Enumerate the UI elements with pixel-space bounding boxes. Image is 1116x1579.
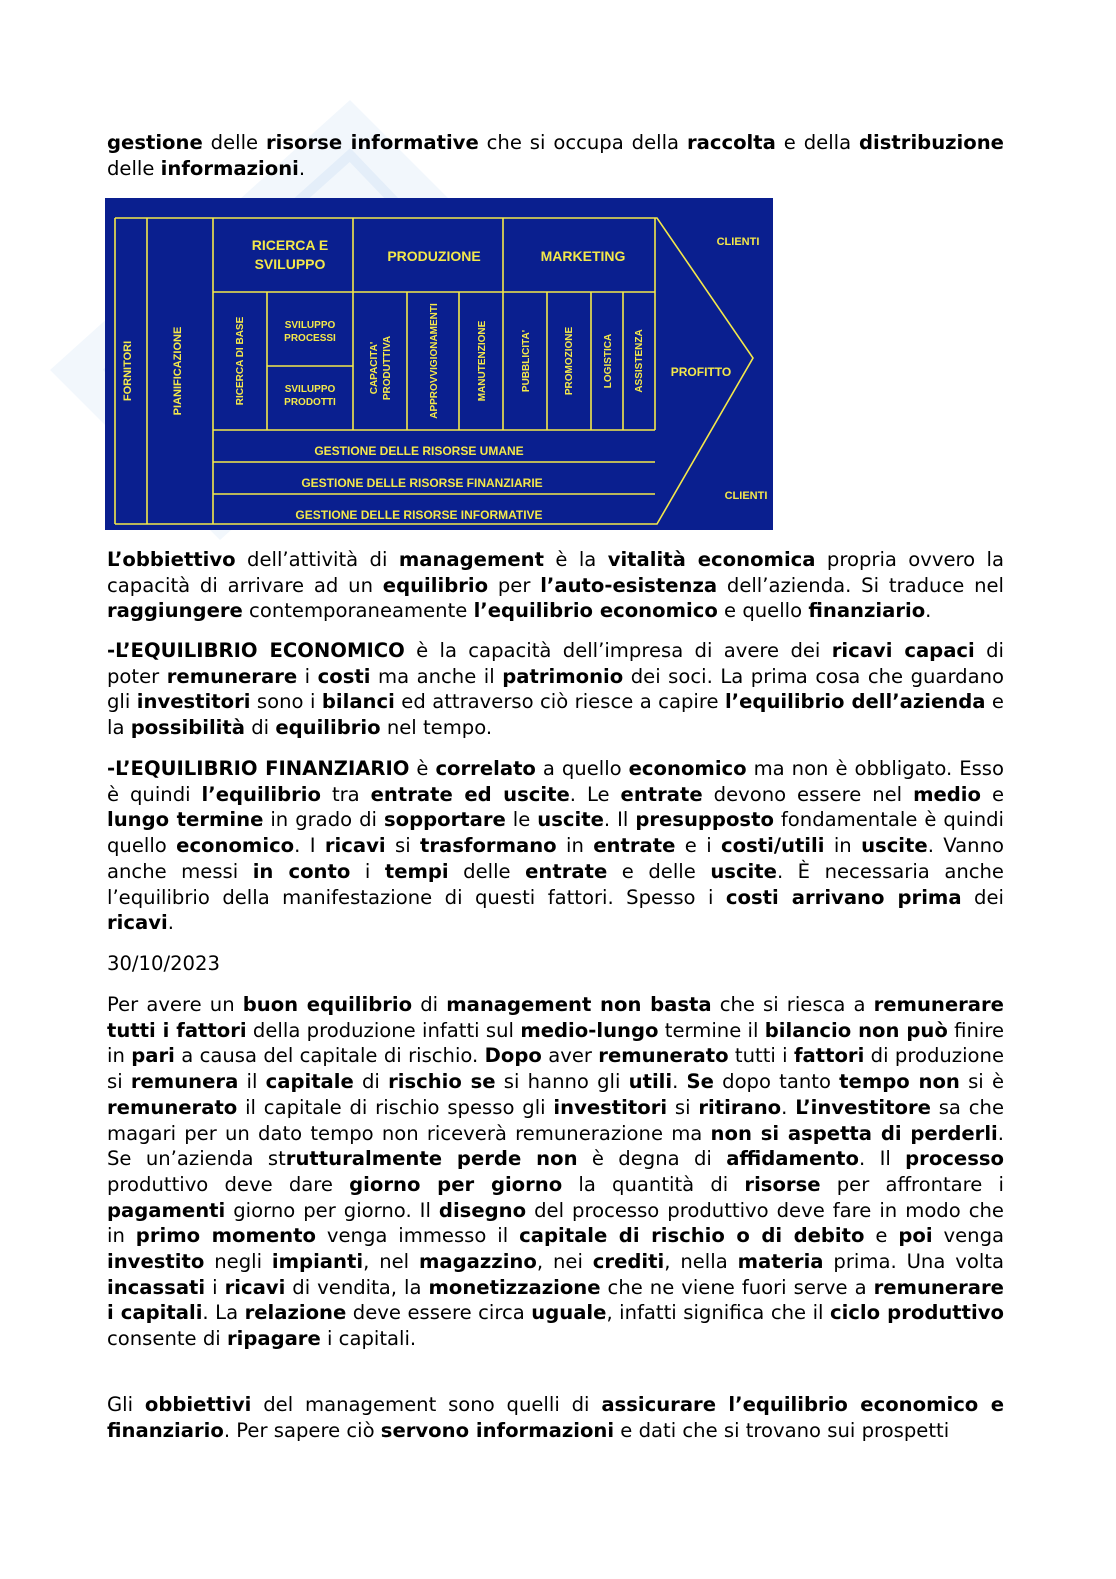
- text-run: .: [925, 599, 932, 623]
- bold-text: primo momento: [135, 1224, 316, 1248]
- text-run: in: [556, 834, 594, 858]
- bold-text: vitalità economica: [607, 548, 816, 571]
- label-logistica: LOGISTICA: [603, 333, 614, 389]
- text-run: negli: [204, 1250, 272, 1274]
- text-run: che ne viene fuori serve a: [600, 1275, 874, 1299]
- text-run: la quantità di: [562, 1172, 745, 1196]
- bold-text: incassati: [107, 1275, 206, 1299]
- text-run: e: [864, 1224, 899, 1248]
- text-run: del management sono quelli di: [251, 1393, 602, 1416]
- bold-text: obbiettivi: [144, 1393, 252, 1416]
- paragraph-date: [107, 951, 1004, 977]
- text-run: produttivo deve dare: [107, 1172, 350, 1196]
- text-run: e quello: [717, 599, 809, 623]
- bold-text: materia: [737, 1250, 824, 1274]
- bold-text: management non basta: [446, 993, 712, 1016]
- text-run: sono i: [250, 690, 322, 714]
- bold-text: medio-lungo: [520, 1018, 659, 1042]
- paragraph-equilibrio-economico: [107, 638, 1004, 741]
- label-pianificazione: PIANIFICAZIONE: [172, 326, 184, 416]
- text-run: si hanno gli: [495, 1070, 629, 1094]
- text-run: , nei: [536, 1250, 593, 1274]
- label-assistenza: ASSISTENZA: [634, 329, 645, 393]
- text-run: fondamentale è quindi quello: [107, 808, 1004, 858]
- bold-text: equilibrio: [275, 716, 381, 740]
- label-ricerca-sviluppo-2: SVILUPPO: [254, 256, 326, 272]
- label-clienti-bottom: CLIENTI: [724, 490, 768, 502]
- label-capacita-1: CAPACITA': [369, 341, 380, 395]
- text-run: che si occupa della: [478, 131, 687, 154]
- bold-text: ricavi: [107, 911, 168, 935]
- label-ricerca-sviluppo-1: RICERCA E: [251, 237, 329, 253]
- bold-text: fattori: [793, 1044, 865, 1068]
- text-run: in grado di: [263, 808, 384, 832]
- bold-text: equilibrio: [382, 573, 489, 597]
- paragraph-obbiettivi-management: [107, 1392, 1004, 1443]
- text-run: e la: [107, 690, 1004, 740]
- text-run: a quello: [535, 757, 629, 780]
- bold-text: utili: [628, 1070, 673, 1094]
- text-run: della produzione infatti sul: [246, 1018, 521, 1042]
- text-run: i capitali.: [320, 1327, 417, 1351]
- label-fornitori: FORNITORI: [122, 340, 134, 402]
- text-run: , infatti significa che il: [606, 1301, 830, 1325]
- bold-text: non si aspetta di perderli: [710, 1121, 998, 1145]
- text-run: i: [297, 664, 318, 688]
- bold-text: poi: [898, 1224, 933, 1248]
- paragraph-obbiettivo: [107, 547, 1004, 624]
- bold-text: costi arrivano prima: [725, 885, 962, 909]
- bold-text: bilanci: [321, 690, 395, 714]
- text-run: del processo produttivo deve fare in modo che in: [107, 1198, 1004, 1248]
- bold-text: -L’EQUILIBRIO ECONOMICO: [107, 639, 405, 662]
- bold-text: l’equilibrio: [201, 782, 321, 806]
- bold-text: crediti: [592, 1250, 665, 1274]
- bold-text: raggiungere: [107, 599, 243, 623]
- text-run: .: [672, 1070, 687, 1094]
- label-ricerca-di-base: RICERCA DI BASE: [235, 316, 246, 406]
- bold-text: l’equilibrio dell’azienda: [724, 690, 986, 714]
- text-run: . È necessaria anche l’equilibrio della manifestazione di questi fattori. Spesso i: [107, 859, 1004, 909]
- text-run: tutti i: [728, 1044, 794, 1068]
- bold-text: ricavi: [324, 834, 386, 858]
- bold-text: economico: [176, 834, 295, 858]
- bold-text: l’auto-esistenza: [540, 573, 718, 597]
- text-run: le: [505, 808, 538, 832]
- label-manutenzione: MANUTENZIONE: [477, 320, 488, 402]
- text-run: sa che magari per un dato tempo non riceverà remunerazione ma: [107, 1095, 1005, 1145]
- label-clienti-top: CLIENTI: [716, 236, 760, 248]
- label-profitto: PROFITTO: [670, 365, 732, 379]
- bold-text: affidamento: [726, 1147, 860, 1171]
- text-run: il: [238, 1070, 266, 1094]
- text-run: è degna di: [577, 1147, 727, 1171]
- text-run: propria ovvero la capacità di arrivare ad un: [107, 548, 1004, 597]
- bold-text: risorse: [744, 1172, 821, 1196]
- text-run: di vendita, la: [285, 1275, 429, 1299]
- text-run: si: [385, 834, 421, 858]
- bold-text: sopportare: [383, 808, 506, 832]
- text-run: i: [350, 859, 385, 883]
- bold-text: remunerare: [166, 664, 298, 688]
- text-run: è la: [544, 548, 608, 571]
- bold-text: ritirano: [698, 1095, 782, 1119]
- text-run: . Per sapere ciò: [223, 1418, 381, 1442]
- text-run: .: [781, 1095, 796, 1119]
- label-promozione: PROMOZIONE: [564, 326, 575, 396]
- bold-text: uguale: [531, 1301, 607, 1325]
- bold-text: entrate: [525, 859, 608, 883]
- bold-text: costi: [317, 664, 371, 688]
- bold-text: magazzino: [419, 1250, 537, 1274]
- bold-text: Se: [686, 1070, 714, 1094]
- text-run: .: [167, 911, 174, 935]
- text-run: . La: [202, 1301, 245, 1325]
- text-run: in: [824, 834, 862, 858]
- bold-text: Dopo: [484, 1044, 542, 1068]
- text-run: e: [981, 782, 1004, 806]
- bold-text: uscite: [710, 859, 777, 883]
- bold-text: medio: [913, 782, 981, 806]
- text-run: , nel: [363, 1250, 420, 1274]
- bold-text: possibilità: [130, 716, 245, 740]
- text-run: delle: [107, 156, 161, 180]
- bold-text: ricavi: [224, 1275, 286, 1299]
- text-run: delle: [448, 859, 526, 883]
- bold-text: capitale di rischio o di debito: [519, 1224, 865, 1248]
- text-run: e della: [775, 131, 860, 154]
- bold-text: patrimonio: [502, 664, 624, 688]
- bold-text: servono informazioni: [380, 1418, 615, 1442]
- bold-text: -L’EQUILIBRIO FINANZIARIO: [107, 757, 410, 780]
- bold-text: finanziario: [808, 599, 926, 623]
- text-run: ma anche il: [370, 664, 503, 688]
- bold-text: ripagare: [226, 1327, 321, 1351]
- bold-text: L’investitore: [795, 1095, 931, 1119]
- text-run: dopo tanto: [713, 1070, 840, 1094]
- bold-text: remunerare i capitali: [107, 1275, 1004, 1325]
- label-risorse-umane: GESTIONE DELLE RISORSE UMANE: [314, 444, 524, 458]
- text-run: di: [412, 993, 447, 1016]
- text-run: è la capacità dell’impresa di avere dei: [404, 639, 832, 662]
- text-run: giorno per giorno. Il: [225, 1198, 439, 1222]
- text-run: . Vanno anche messi: [107, 834, 1004, 883]
- bold-text: risorse informative: [266, 131, 479, 154]
- bold-text: ricavi capaci: [831, 639, 975, 662]
- text-run: per: [488, 573, 541, 597]
- value-chain-diagram: [105, 198, 773, 530]
- text-run: dei soci. La prima cosa che guardano gli: [107, 664, 1005, 714]
- bold-text: pagamenti: [107, 1198, 226, 1222]
- text-run: devono essere nel: [702, 782, 914, 806]
- text-run: , nella: [664, 1250, 738, 1274]
- bold-text: assicurare l’equilibrio economico e finanziario: [107, 1393, 1004, 1442]
- bold-text: informazioni: [160, 156, 299, 180]
- label-approvvigionamenti: APPROVVIGIONAMENTI: [429, 303, 440, 419]
- text-run: 30/10/2023: [107, 952, 220, 975]
- text-run: . Il: [859, 1147, 906, 1171]
- bold-text: lungo termine: [107, 808, 264, 832]
- label-sviluppo-prodotti-2: PRODOTTI: [284, 397, 336, 408]
- bold-text: remunerato: [107, 1095, 238, 1119]
- bold-text: entrate ed uscite: [370, 782, 570, 806]
- bold-text: pari: [131, 1044, 175, 1068]
- bold-text: in conto: [252, 859, 351, 883]
- text-run: dell’attività di: [235, 548, 399, 571]
- bold-text: impianti: [271, 1250, 364, 1274]
- bold-text: L’obbiettivo: [107, 548, 236, 571]
- label-pubblicita: PUBBLICITA': [521, 329, 532, 393]
- text-run: . Se un’azienda st: [107, 1121, 1004, 1171]
- bold-text: disegno: [438, 1198, 527, 1222]
- text-run: di poter: [107, 639, 1004, 688]
- text-run: venga immesso il: [315, 1224, 520, 1248]
- label-sviluppo-processi-1: SVILUPPO: [284, 320, 336, 331]
- text-run: che si riesca a: [711, 993, 874, 1016]
- text-run: termine il: [658, 1018, 765, 1042]
- text-run: tra: [321, 782, 371, 806]
- bold-text: economico: [628, 757, 747, 780]
- intro-paragraph: [107, 130, 1004, 181]
- bold-text: entrate: [620, 782, 703, 806]
- paragraph-equilibrio-finanziario: [107, 756, 1004, 936]
- text-run: i: [205, 1275, 225, 1299]
- bold-text: remunerare tutti i fattori: [107, 993, 1004, 1042]
- bold-text: costi/utili: [721, 834, 825, 858]
- text-run: Gli: [107, 1393, 145, 1416]
- bold-text: investito: [107, 1250, 205, 1274]
- bold-text: relazione: [244, 1301, 347, 1325]
- text-run: finire in: [107, 1018, 1004, 1068]
- bold-text: uscite: [861, 834, 928, 858]
- text-run: si è: [959, 1070, 1004, 1094]
- text-run: ma non è obbligato. Esso è quindi: [107, 757, 1004, 806]
- text-run: il capitale di rischio spesso gli: [237, 1095, 554, 1119]
- bold-text: correlato: [435, 757, 536, 780]
- text-run: a causa del capitale di rischio.: [174, 1044, 485, 1068]
- bold-text: monetizzazione: [428, 1275, 601, 1299]
- text-run: di: [244, 716, 276, 740]
- text-run: dei: [961, 885, 1004, 909]
- text-run: è: [409, 757, 436, 780]
- label-capacita-2: PRODUTTIVA: [382, 335, 393, 401]
- bold-text: buon equilibrio: [242, 993, 413, 1016]
- bold-text: l’equilibrio economico: [473, 599, 718, 623]
- bold-text: giorno per giorno: [349, 1172, 563, 1196]
- bold-text: trasformano: [420, 834, 557, 858]
- text-run: deve essere circa: [346, 1301, 532, 1325]
- bold-text: remunerato: [598, 1044, 729, 1068]
- label-risorse-finanziarie: GESTIONE DELLE RISORSE FINANZIARIE: [301, 476, 543, 490]
- bold-text: presupposto: [635, 808, 774, 832]
- bold-text: rischio se: [388, 1070, 496, 1094]
- bold-text: management: [398, 548, 544, 571]
- label-marketing: MARKETING: [540, 248, 626, 264]
- text-run: si: [667, 1095, 699, 1119]
- label-risorse-informative: GESTIONE DELLE RISORSE INFORMATIVE: [295, 508, 543, 522]
- text-run: e delle: [607, 859, 711, 883]
- bold-text: investitori: [136, 690, 251, 714]
- text-run: . I: [294, 834, 325, 858]
- label-produzione: PRODUZIONE: [387, 248, 481, 264]
- text-run: delle: [202, 131, 267, 154]
- bold-text: tempi: [384, 859, 449, 883]
- bold-text: remunera: [130, 1070, 239, 1094]
- text-run: e dati che si trovano sui prospetti: [614, 1418, 950, 1442]
- bold-text: raccolta: [686, 131, 776, 154]
- bold-text: uscite: [537, 808, 604, 832]
- bold-text: capitale: [265, 1070, 354, 1094]
- text-run: dell’azienda. Si traduce nel: [717, 573, 1004, 597]
- bold-text: bilancio non può: [764, 1018, 948, 1042]
- text-run: di produzione si: [107, 1044, 1004, 1094]
- text-run: nel tempo.: [380, 716, 493, 740]
- bold-text: gestione: [107, 131, 203, 154]
- bold-text: entrate: [593, 834, 676, 858]
- text-run: aver: [541, 1044, 599, 1068]
- bold-text: rutturalmente perde non: [285, 1147, 578, 1171]
- text-run: venga: [932, 1224, 1005, 1248]
- bold-text: processo: [905, 1147, 1004, 1171]
- bold-text: investitori: [553, 1095, 668, 1119]
- text-run: .: [298, 156, 306, 180]
- text-run: di: [353, 1070, 389, 1094]
- text-run: . Le: [569, 782, 621, 806]
- text-run: contemporaneamente: [242, 599, 474, 623]
- paragraph-buon-equilibrio: [107, 992, 1004, 1352]
- bold-text: ciclo produttivo: [829, 1301, 1004, 1325]
- text-run: e i: [675, 834, 722, 858]
- text-run: prima. Una volta: [823, 1250, 1004, 1274]
- text-run: ed attraverso ciò riesce a capire: [394, 690, 725, 714]
- text-run: Per avere un: [107, 993, 243, 1016]
- text-run: . Il: [603, 808, 636, 832]
- label-sviluppo-prodotti-1: SVILUPPO: [284, 384, 336, 395]
- bold-text: tempo non: [839, 1070, 960, 1094]
- text-run: per affrontare i: [820, 1172, 1004, 1196]
- bold-text: distribuzione: [859, 131, 1004, 154]
- label-sviluppo-processi-2: PROCESSI: [284, 333, 336, 344]
- text-run: consente di: [107, 1327, 227, 1351]
